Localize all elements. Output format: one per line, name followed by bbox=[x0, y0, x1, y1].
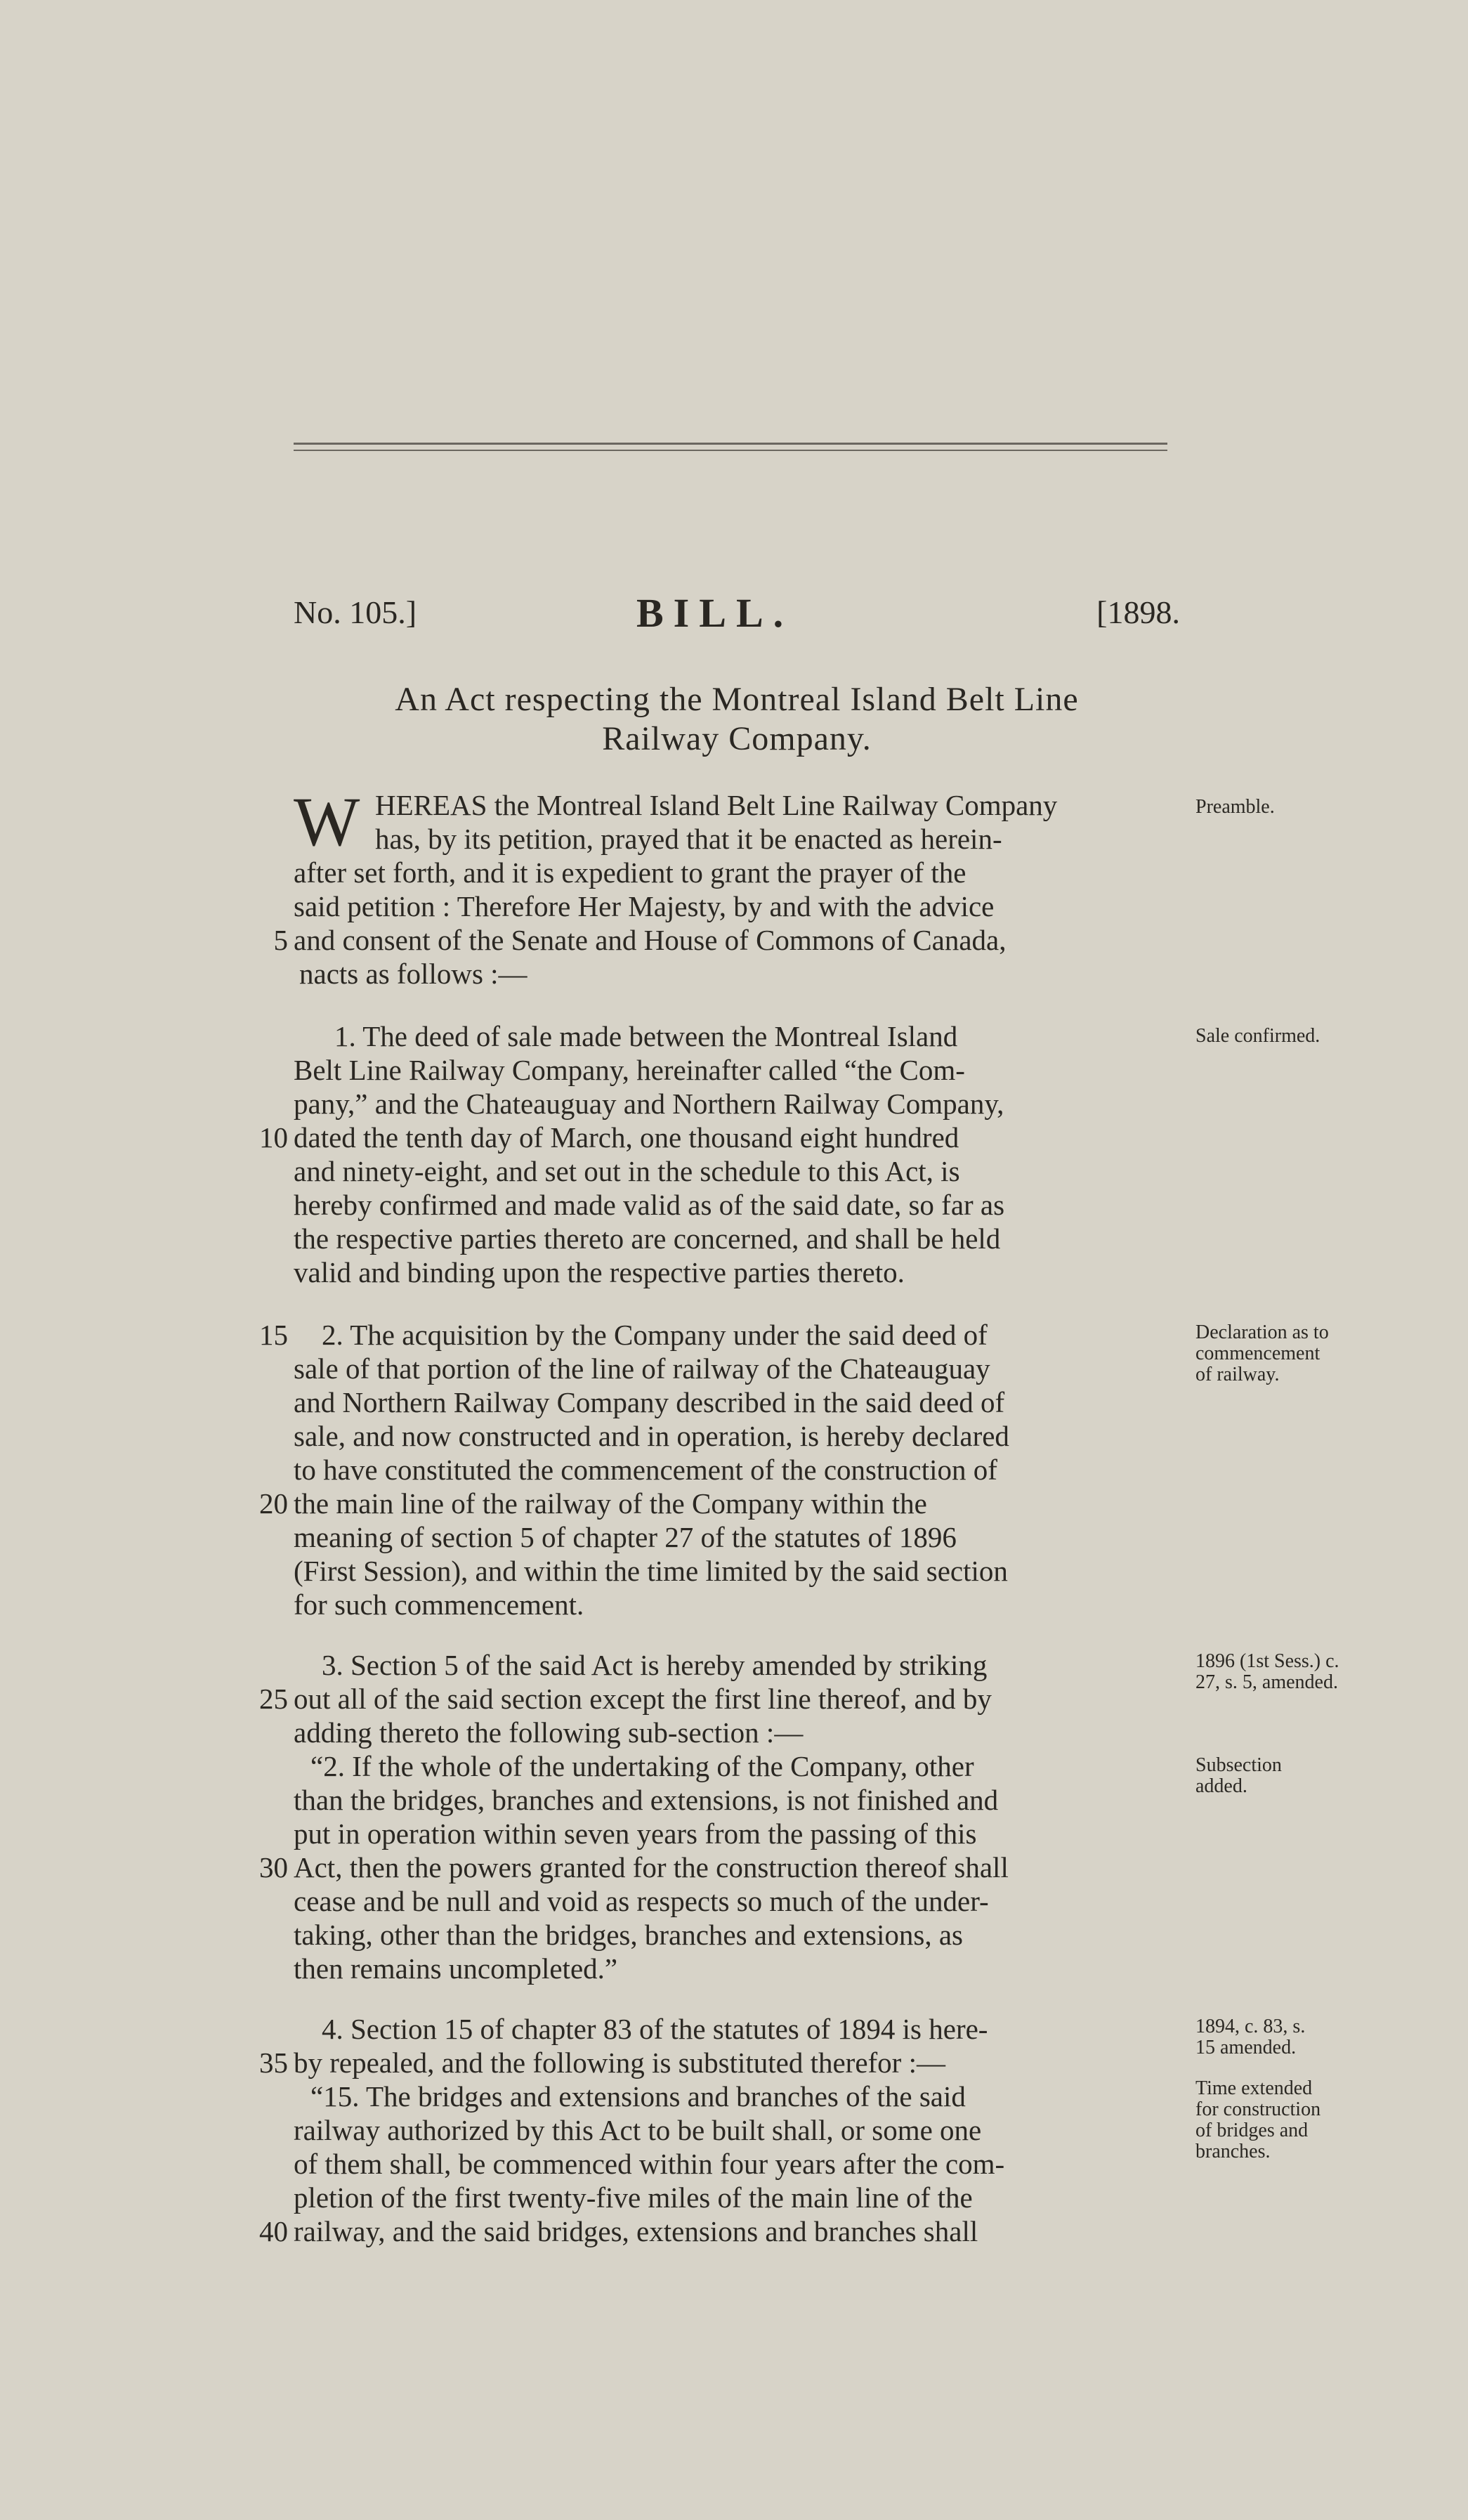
section-3-line: taking, other than the bridges, branches and extensions, as bbox=[294, 1919, 963, 1951]
section-4-line: railway, and the said bridges, extensions and branches shall bbox=[294, 2215, 978, 2247]
section-3-line: 3. Section 5 of the said Act is hereby amended by striking bbox=[322, 1649, 988, 1681]
section-3-line: then remains uncompleted.” bbox=[294, 1952, 618, 1985]
margin-note-section-3: 1896 (1st Sess.) c. 27, s. 5, amended. bbox=[1195, 1650, 1339, 1693]
section-1-line: and ninety-eight, and set out in the schedule to this Act, is bbox=[294, 1155, 960, 1187]
bill-title: BILL. bbox=[636, 590, 794, 636]
section-2-line: sale of that portion of the line of railway of the Chateauguay bbox=[294, 1352, 990, 1385]
line-number: 25 bbox=[259, 1683, 288, 1715]
bill-header bbox=[294, 590, 1180, 643]
line-number: 5 bbox=[273, 924, 288, 956]
bill-year: [1898. bbox=[1096, 594, 1180, 630]
preamble-line: after set forth, and it is expedient to grant the prayer of the bbox=[294, 856, 966, 889]
act-title-line: Railway Company. bbox=[602, 720, 872, 757]
preamble-line: HEREAS the Montreal Island Belt Line Railway Company bbox=[375, 789, 1058, 821]
section-3-line: “2. If the whole of the undertaking of the Company, other bbox=[310, 1750, 974, 1782]
section-3-line: Act, then the powers granted for the construction thereof shall bbox=[294, 1851, 1009, 1884]
section-2-line: sale, and now constructed and in operation, is hereby declared bbox=[294, 1420, 1009, 1452]
act-title bbox=[294, 680, 1180, 759]
line-number: 30 bbox=[259, 1851, 288, 1884]
top-rule bbox=[294, 443, 1167, 445]
section-3-line: out all of the said section except the first line thereof, and by bbox=[294, 1683, 992, 1715]
section-1-line: hereby confirmed and made valid as of the said date, so far as bbox=[294, 1189, 1005, 1221]
preamble-line: nacts as follows :— bbox=[299, 958, 527, 990]
line-number: 10 bbox=[259, 1121, 288, 1154]
section-1-line: Belt Line Railway Company, hereinafter called “the Com- bbox=[294, 1054, 965, 1086]
section-2-line: to have constituted the commencement of the construction of bbox=[294, 1454, 997, 1486]
section-2-line: for such commencement. bbox=[294, 1588, 584, 1621]
section-2-line: 2. The acquisition by the Company under the said deed of bbox=[322, 1319, 988, 1351]
section-2-line: meaning of section 5 of chapter 27 of the statutes of 1896 bbox=[294, 1521, 957, 1553]
section-2-line: (First Session), and within the time limited by the said section bbox=[294, 1555, 1008, 1587]
section-4-line: 4. Section 15 of chapter 83 of the statutes of 1894 is here- bbox=[322, 2013, 988, 2045]
margin-note-section-4: 1894, c. 83, s. 15 amended. bbox=[1195, 2016, 1306, 2058]
line-number: 35 bbox=[259, 2046, 288, 2079]
section-1-line: valid and binding upon the respective parties thereto. bbox=[294, 1256, 905, 1288]
preamble-dropcap: W bbox=[294, 783, 360, 861]
margin-note-section-2: Declaration as to commencement of railway. bbox=[1195, 1321, 1329, 1385]
line-number: 20 bbox=[259, 1487, 288, 1520]
section-2-line: and Northern Railway Company described in the said deed of bbox=[294, 1386, 1005, 1418]
margin-note-subsection: Subsection added. bbox=[1195, 1754, 1282, 1797]
preamble-line: and consent of the Senate and House of Commons of Canada, bbox=[294, 924, 1007, 956]
preamble-line: has, by its petition, prayed that it be enacted as herein- bbox=[375, 823, 1002, 855]
section-3-line: cease and be null and void as respects so much of the under- bbox=[294, 1885, 989, 1917]
margin-note-preamble: Preamble. bbox=[1195, 796, 1275, 818]
section-2-line: the main line of the railway of the Company within the bbox=[294, 1487, 927, 1520]
section-3-line: adding thereto the following sub-section :— bbox=[294, 1716, 804, 1749]
margin-note-time-extended: Time extended for construction of bridges and branches. bbox=[1195, 2077, 1321, 2162]
preamble-line: said petition : Therefore Her Majesty, by and with the advice bbox=[294, 890, 995, 922]
bill-number: No. 105.] bbox=[294, 594, 417, 630]
section-3-line: put in operation within seven years from the passing of this bbox=[294, 1817, 977, 1850]
section-4-line: railway authorized by this Act to be built shall, or some one bbox=[294, 2114, 982, 2146]
section-3-line: than the bridges, branches and extensions, is not finished and bbox=[294, 1784, 999, 1816]
section-4-line: by repealed, and the following is substituted therefor :— bbox=[294, 2046, 945, 2079]
top-rule-thin bbox=[294, 450, 1167, 451]
section-4-line: of them shall, be commenced within four years after the com- bbox=[294, 2148, 1005, 2180]
section-1-line: pany,” and the Chateauguay and Northern Railway Company, bbox=[294, 1088, 1004, 1120]
section-1-line: 1. The deed of sale made between the Montreal Island bbox=[334, 1020, 958, 1052]
line-number: 40 bbox=[259, 2215, 288, 2247]
section-4-line: “15. The bridges and extensions and branches of the said bbox=[310, 2080, 966, 2113]
section-1-line: dated the tenth day of March, one thousand eight hundred bbox=[294, 1121, 959, 1154]
section-1-line: the respective parties thereto are concerned, and shall be held bbox=[294, 1222, 1001, 1255]
act-title-line: An Act respecting the Montreal Island Belt Line bbox=[395, 681, 1079, 718]
margin-note-section-1: Sale confirmed. bbox=[1195, 1025, 1320, 1047]
line-number: 15 bbox=[259, 1319, 288, 1351]
section-4-line: pletion of the first twenty-five miles of the main line of the bbox=[294, 2181, 973, 2214]
